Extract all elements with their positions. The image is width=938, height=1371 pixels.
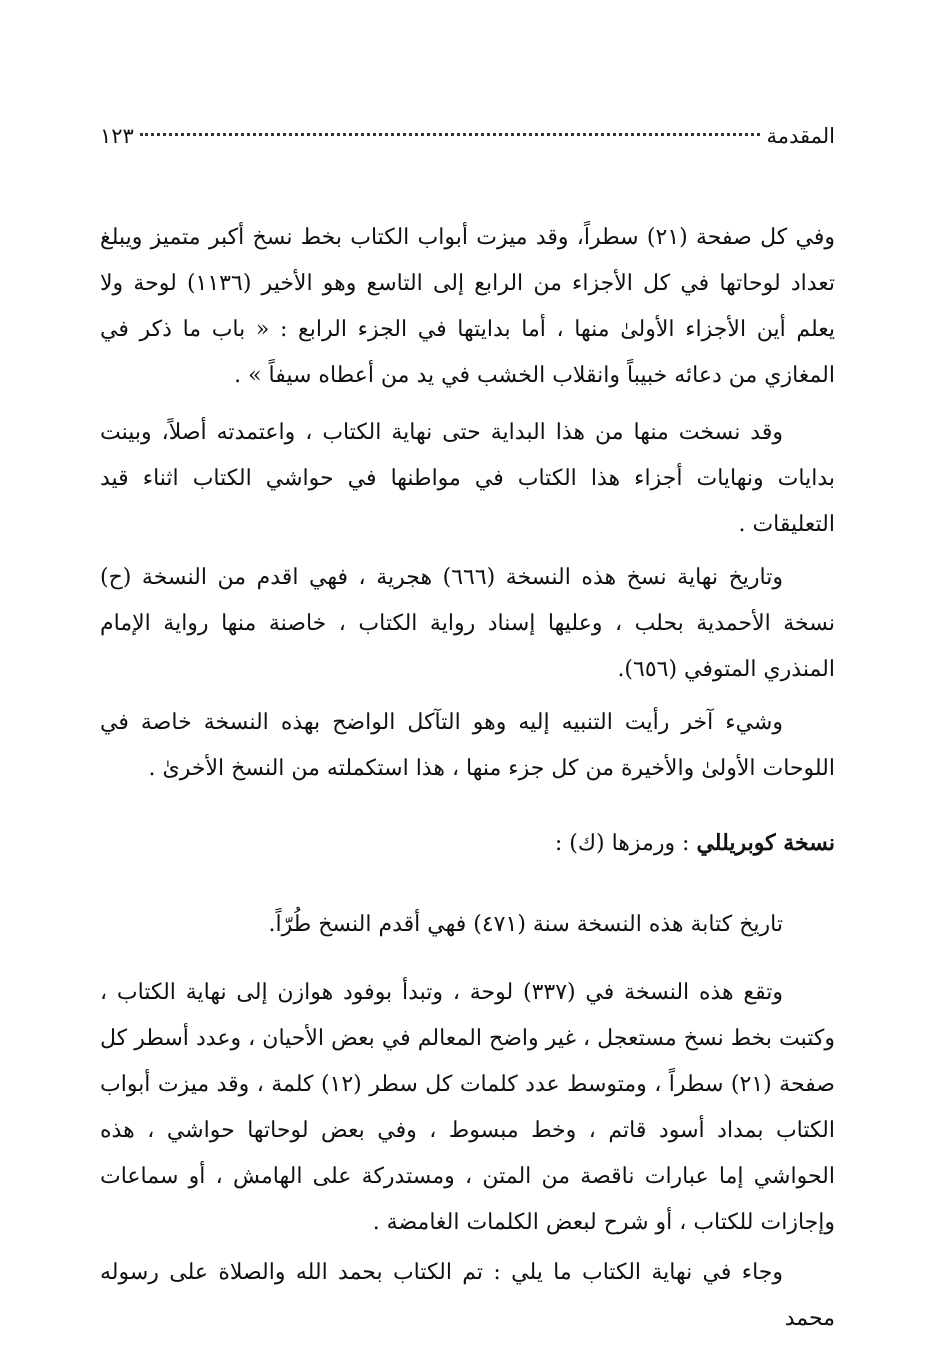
paragraph-2: وقد نسخت منها من هذا البداية حتى نهاية الكتاب ، واعتمدته أصلاً، وبينت بدايات ونهايات أجزاء هذا الكتاب في مواطنها في حواشي الكتاب اثناء قيد التعليقات .: [100, 420, 835, 537]
paragraph-6: وتقع هذه النسخة في (٣٣٧) لوحة ، وتبدأ بوفود هوازن إلى نهاية الكتاب ، وكتبت بخط نسخ مستعجل ، غير واضح المعالم في بعض الأحيان ، وعدد أسطر كل صفحة (٢١) سطراً ، ومتوسط عدد كلمات كل سطر (١٢) كلمة ، وقد ميزت أبواب الكتاب بمداد أسود قاتم ، وخط مبسوط ، وفي بعض لوحاتها حواشي ، هذه الحواشي إما عبارات ناقصة من المتن ، ومستدركة على الهامش ، أو سماعات وإجازات للكتاب ، أو شرح لبعض الكلمات الغامضة .: [100, 980, 835, 1235]
header-title: المقدمة: [766, 124, 835, 148]
section-heading: [100, 820, 835, 867]
paragraph-1: وفي كل صفحة (٢١) سطراً، وقد ميزت أبواب الكتاب بخط نسخ أكبر متميز ويبلغ تعداد لوحاتها في كل الأجزاء من الرابع إلى التاسع وهو الأخير (١١٣٦) لوحة ولا يعلم أين الأجزاء الأولىٰ منها ، أما بدايتها في الجزء الرابع : « باب ما ذكر في المغازي من دعائه خبيباً وانقلاب الخشب في يد من أعطاه سيفاً » .: [100, 225, 836, 388]
section-heading-rest: : ورمزها (ك) :: [554, 831, 697, 856]
page-number: ١٢٣: [100, 124, 134, 148]
paragraph-4: وشيء آخر رأيت التنبيه إليه وهو التآكل الواضح بهذه النسخة خاصة في اللوحات الأولىٰ والأخيرة من كل جزء منها ، هذا استكملته من النسخ الأخرىٰ .: [100, 710, 835, 781]
paragraph-7: وجاء في نهاية الكتاب ما يلي : تم الكتاب بحمد الله والصلاة على رسوله محمد: [100, 1260, 835, 1331]
book-page: [100, 120, 836, 1331]
running-header: [100, 120, 835, 160]
section-heading-name: نسخة كوبريللي: [696, 830, 835, 856]
paragraph-5: تاريخ كتابة هذه النسخة سنة (٤٧١) فهي أقدم النسخ طُرّاً.: [268, 912, 783, 937]
paragraph-3: وتاريخ نهاية نسخ هذه النسخة (٦٦٦) هجرية ، فهي اقدم من النسخة (ح) نسخة الأحمدية بحلب ، وعليها إسناد رواية الكتاب ، خاصنة منها رواية الإمام المنذري المتوفي (٦٥٦).: [100, 565, 835, 682]
dotted-leader: [140, 133, 761, 136]
